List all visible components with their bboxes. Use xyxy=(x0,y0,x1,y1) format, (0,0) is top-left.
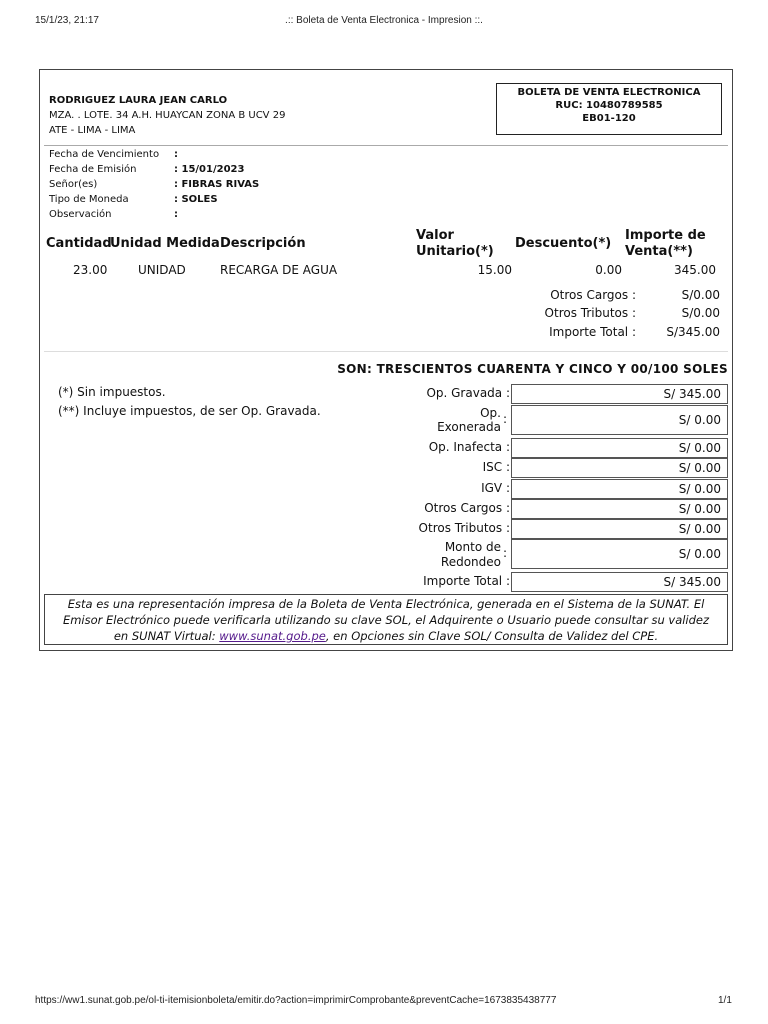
total-label-otros-tributos: Otros Tributos : xyxy=(418,521,510,535)
issuer-address2: ATE - LIMA - LIMA xyxy=(49,125,136,136)
total-value-otros-cargos: S/ 0.00 xyxy=(511,499,728,519)
col-header-importe-1: Importe de xyxy=(625,228,706,243)
total-label-exonerada-1: Op. xyxy=(480,406,501,420)
col-header-descuento: Descuento(*) xyxy=(515,236,612,251)
meta-label-senores: Señor(es) xyxy=(49,179,98,190)
meta-label-vencimiento: Fecha de Vencimiento xyxy=(49,149,160,160)
meta-value-senores: : FIBRAS RIVAS xyxy=(174,179,260,190)
total-value-gravada: S/ 345.00 xyxy=(511,384,728,404)
total-value-importe-total: S/ 345.00 xyxy=(511,572,728,592)
subtotal-label-importe-total: Importe Total : xyxy=(549,325,636,339)
header-divider xyxy=(44,145,728,146)
meta-label-observacion: Observación xyxy=(49,209,112,220)
cell-cantidad: 23.00 xyxy=(73,263,108,277)
col-header-importe-2: Venta(**) xyxy=(625,244,693,259)
document-type: BOLETA DE VENTA ELECTRONICA xyxy=(517,87,701,98)
document-number: EB01-120 xyxy=(582,113,636,124)
cell-descripcion: RECARGA DE AGUA xyxy=(220,263,338,277)
total-colon-redondeo: : xyxy=(503,546,508,560)
legal-note-line3 xyxy=(45,628,727,644)
col-header-cantidad: Cantidad xyxy=(46,236,112,251)
total-label-redondeo-2: Redondeo xyxy=(440,555,501,569)
note-incluye-impuestos: (**) Incluye impuestos, de ser Op. Gravada. xyxy=(58,404,321,418)
total-value-otros-tributos: S/ 0.00 xyxy=(511,519,728,539)
total-value-redondeo: S/ 0.00 xyxy=(511,539,728,569)
document-id-box xyxy=(496,83,722,135)
total-label-exonerada-2: Exonerada xyxy=(437,420,501,434)
cell-valor: 15.00 xyxy=(477,263,512,277)
subtotal-value-otros-cargos: S/0.00 xyxy=(681,288,720,302)
total-value-isc: S/ 0.00 xyxy=(511,458,728,478)
total-value-exonerada: S/ 0.00 xyxy=(511,405,728,435)
meta-value-moneda: : SOLES xyxy=(174,194,218,205)
cell-descuento: 0.00 xyxy=(595,263,622,277)
meta-value-vencimiento: : xyxy=(174,149,178,160)
print-title: .:: Boleta de Venta Electronica - Impresion ::. xyxy=(285,15,483,26)
col-header-descripcion: Descripción xyxy=(220,236,306,251)
issuer-name: RODRIGUEZ LAURA JEAN CARLO xyxy=(49,95,228,106)
document-ruc: RUC: 10480789585 xyxy=(555,100,663,111)
note-sin-impuestos: (*) Sin impuestos. xyxy=(58,385,166,399)
legal-note xyxy=(44,594,728,645)
col-header-unidad: Unidad Medida xyxy=(110,236,220,251)
sunat-link[interactable]: www.sunat.gob.pe xyxy=(219,629,326,643)
total-value-igv: S/ 0.00 xyxy=(511,479,728,499)
subtotal-label-otros-tributos: Otros Tributos : xyxy=(544,306,636,320)
amount-in-words: SON: TRESCIENTOS CUARENTA Y CINCO Y 00/100 SOLES xyxy=(337,362,728,376)
subtotal-label-otros-cargos: Otros Cargos : xyxy=(550,288,636,302)
legal-note-line3-pre: en SUNAT Virtual: xyxy=(113,629,220,643)
total-value-inafecta: S/ 0.00 xyxy=(511,438,728,458)
col-header-valor-1: Valor xyxy=(416,228,454,243)
total-colon-exonerada: : xyxy=(503,412,508,426)
total-label-inafecta: Op. Inafecta : xyxy=(428,440,510,454)
legal-note-line2: Emisor Electrónico puede verificarla utilizando su clave SOL, el Adquirente o Usuario puede consultar su validez xyxy=(62,613,710,627)
total-label-otros-cargos: Otros Cargos : xyxy=(424,501,510,515)
cell-importe: 345.00 xyxy=(674,263,716,277)
issuer-address1: MZA. . LOTE. 34 A.H. HUAYCAN ZONA B UCV 29 xyxy=(49,110,286,121)
cell-unidad: UNIDAD xyxy=(138,263,186,277)
subtotal-value-importe-total: S/345.00 xyxy=(666,325,720,339)
print-datetime: 15/1/23, 21:17 xyxy=(35,15,99,26)
meta-label-emision: Fecha de Emisión xyxy=(49,164,137,175)
total-label-redondeo-1: Monto de xyxy=(444,540,501,554)
meta-label-moneda: Tipo de Moneda xyxy=(49,194,129,205)
meta-value-observacion: : xyxy=(174,209,178,220)
legal-note-line1: Esta es una representación impresa de la Boleta de Venta Electrónica, generada en el Sistema de la SUNAT. El xyxy=(67,597,705,611)
total-label-igv: IGV : xyxy=(481,481,510,495)
total-label-importe-total: Importe Total : xyxy=(423,574,510,588)
total-label-isc: ISC : xyxy=(482,460,510,474)
col-header-valor-2: Unitario(*) xyxy=(416,244,494,259)
subtotal-value-otros-tributos: S/0.00 xyxy=(681,306,720,320)
legal-note-line3-post: , en Opciones sin Clave SOL/ Consulta de Validez del CPE. xyxy=(325,629,659,643)
totals-divider xyxy=(44,351,728,352)
meta-value-emision: : 15/01/2023 xyxy=(174,164,245,175)
print-page-number: 1/1 xyxy=(718,995,732,1006)
total-label-gravada: Op. Gravada : xyxy=(426,386,510,400)
print-url: https://ww1.sunat.gob.pe/ol-ti-itemisionboleta/emitir.do?action=imprimirComprobante&preventCache=1673835438777 xyxy=(35,995,557,1006)
